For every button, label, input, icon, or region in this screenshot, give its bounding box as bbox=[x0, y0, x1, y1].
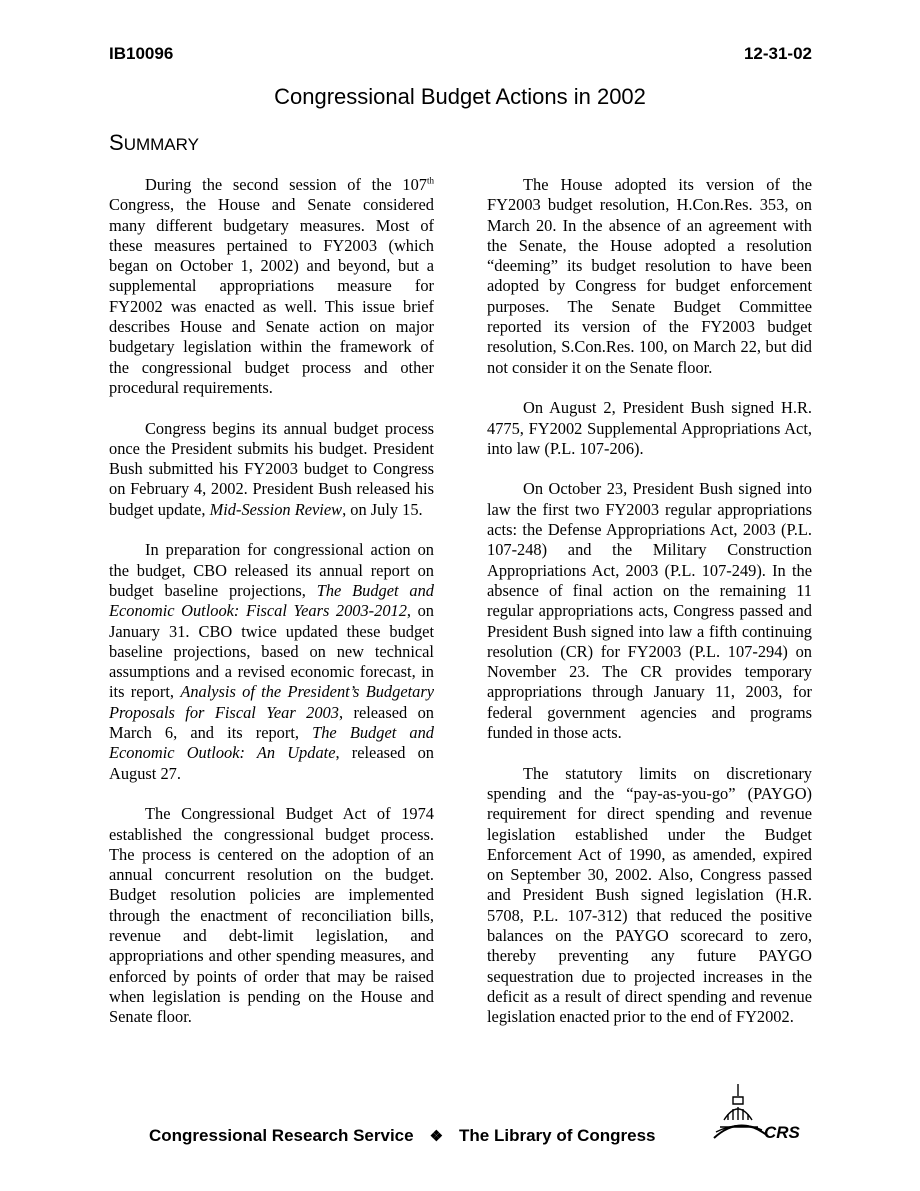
left-column bbox=[109, 175, 434, 1027]
superscript: th bbox=[426, 175, 434, 186]
logo-lantern bbox=[733, 1097, 743, 1104]
footer-crs-name: Congressional Research Service bbox=[149, 1126, 414, 1145]
crs-capitol-logo bbox=[712, 1080, 812, 1146]
paragraph: In preparation for congressional action on the budget, CBO released its annual report on budget baseline projections, The Budget and Economic Outlook: Fiscal Years 2003-2012, on January 31. CBO twice updated these budget baseline projections, based on new technical assumptions and a revised economic forecast, in its report, Analysis of the President’s Budgetary Proposals for Fiscal Year 2003, released on March 6, and its report, The Budget and Economic Outlook: An Update, released on August 27. bbox=[109, 540, 434, 783]
italic-title: The Budget and Economic Outlook: An Update bbox=[109, 723, 434, 763]
footer-loc-name: The Library of Congress bbox=[459, 1126, 656, 1145]
summary-heading-initial: S bbox=[109, 130, 124, 155]
paragraph: The statutory limits on discretionary spending and the “pay-as-you-go” (PAYGO) requirement for direct spending and revenue legislation established under the Budget Enforcement Act of 1990, as amended, expired on September 30, 2002. Also, Congress passed and President Bush signed legislation (H.R. 5708, P.L. 107-312) that reduced the positive balances on the PAYGO scorecard to zero, thereby preventing any future PAYGO sequestration due to projected increases in the deficit as a result of direct spending and revenue legislation enacted prior to the end of FY2002. bbox=[487, 763, 812, 1027]
summary-heading-rest: UMMARY bbox=[123, 135, 199, 154]
paragraph: During the second session of the 107th Congress, the House and Senate considered many different budgetary measures. Most of these measures pertained to FY2003 (which began on October 1, 2002) and beyond, but a supplemental appropriations measure for FY2002 was enacted as well. This issue brief describes House and Senate action on major budgetary legislation within the framework of the congressional budget process and other procedural requirements. bbox=[109, 175, 434, 397]
footer bbox=[149, 1126, 656, 1146]
paragraph: On October 23, President Bush signed into law the first two FY2003 regular appropriations acts: the Defense Appropriations Act, 2003 (P.L. 107-248) and the Military Construction Appropriations Act, 2003 (P.L. 107-249). In the absence of final action on the remaining 11 regular appropriations acts, Congress passed and President Bush signed into law a fifth continuing resolution (CR) for FY2003 (P.L. 107-294) on November 23. The CR provides temporary appropriations through January 11, 2003, for federal government agencies and programs funded in those acts. bbox=[487, 479, 812, 743]
report-date: 12-31-02 bbox=[743, 44, 812, 63]
paragraph: On August 2, President Bush signed H.R. 4775, FY2002 Supplemental Appropriations Act, into law (P.L. 107-206). bbox=[487, 398, 812, 458]
italic-title: Mid-Session Review bbox=[209, 499, 343, 519]
summary-heading bbox=[109, 130, 199, 156]
italic-title: The Budget and Economic Outlook: Fiscal Years 2003-2012 bbox=[109, 580, 434, 621]
report-id: IB10096 bbox=[109, 44, 174, 63]
italic-title: Analysis of the President’s Budgetary Proposals for Fiscal Year 2003 bbox=[109, 682, 434, 722]
right-column bbox=[487, 175, 812, 1027]
page-title: Congressional Budget Actions in 2002 bbox=[274, 84, 646, 109]
paragraph: The House adopted its version of the FY2003 budget resolution, H.Con.Res. 353, on March 20. In the absence of an agreement with the Senate, the House adopted a resolution “deeming” its budget resolution to have been adopted by Congress for budget enforcement purposes. The Senate Budget Committee reported its version of the FY2003 budget resolution, S.Con.Res. 100, on March 22, but did not consider it on the Senate floor. bbox=[487, 175, 812, 377]
paragraph: Congress begins its annual budget process once the President submits his budget. President Bush submitted his FY2003 budget to Congress on February 4, 2002. President Bush released his budget update, Mid-Session Review, on July 15. bbox=[109, 418, 434, 519]
paragraph: The Congressional Budget Act of 1974 established the congressional budget process. The process is centered on the adoption of an annual concurrent resolution on the budget. Budget resolution policies are implemented through the enactment of reconciliation bills, revenue and debt-limit legislation, and appropriations and other spending measures, and enforced by points of order that may be raised when legislation is pending on the House and Senate floor. bbox=[109, 804, 434, 1027]
footer-separator-icon: ❖ bbox=[429, 1128, 444, 1145]
logo-text: CRS bbox=[764, 1123, 800, 1142]
